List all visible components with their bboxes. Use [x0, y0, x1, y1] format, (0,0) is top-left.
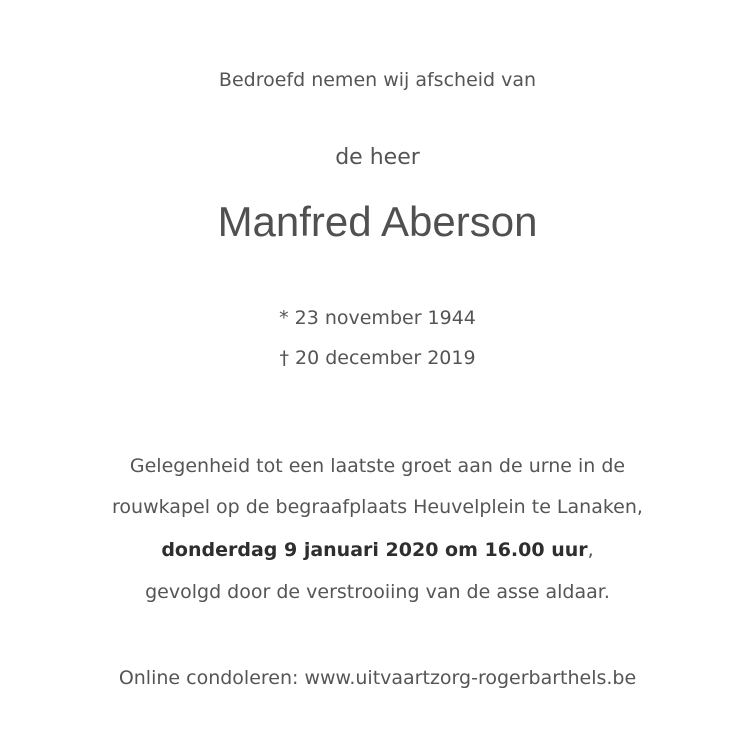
salutation-text: de heer [335, 145, 420, 170]
death-date: † 20 december 2019 [279, 347, 476, 369]
ceremony-date-time: donderdag 9 januari 2020 om 16.00 uur [161, 539, 588, 561]
ceremony-line-4: gevolgd door de verstrooiing van de asse aldaar. [145, 581, 610, 603]
birth-date: * 23 november 1944 [279, 307, 476, 329]
deceased-name: Manfred Aberson [217, 198, 538, 245]
ceremony-line-2: rouwkapel op de begraafplaats Heuvelplein te Lanaken, [112, 496, 643, 518]
ceremony-date-line [0, 535, 755, 565]
online-condolences: Online condoleren: www.uitvaartzorg-rogerbarthels.be [118, 667, 637, 689]
intro-text: Bedroefd nemen wij afscheid van [218, 69, 537, 91]
ceremony-line-1: Gelegenheid tot een laatste groet aan de urne in de [129, 455, 626, 477]
ceremony-date-suffix: , [587, 539, 594, 561]
